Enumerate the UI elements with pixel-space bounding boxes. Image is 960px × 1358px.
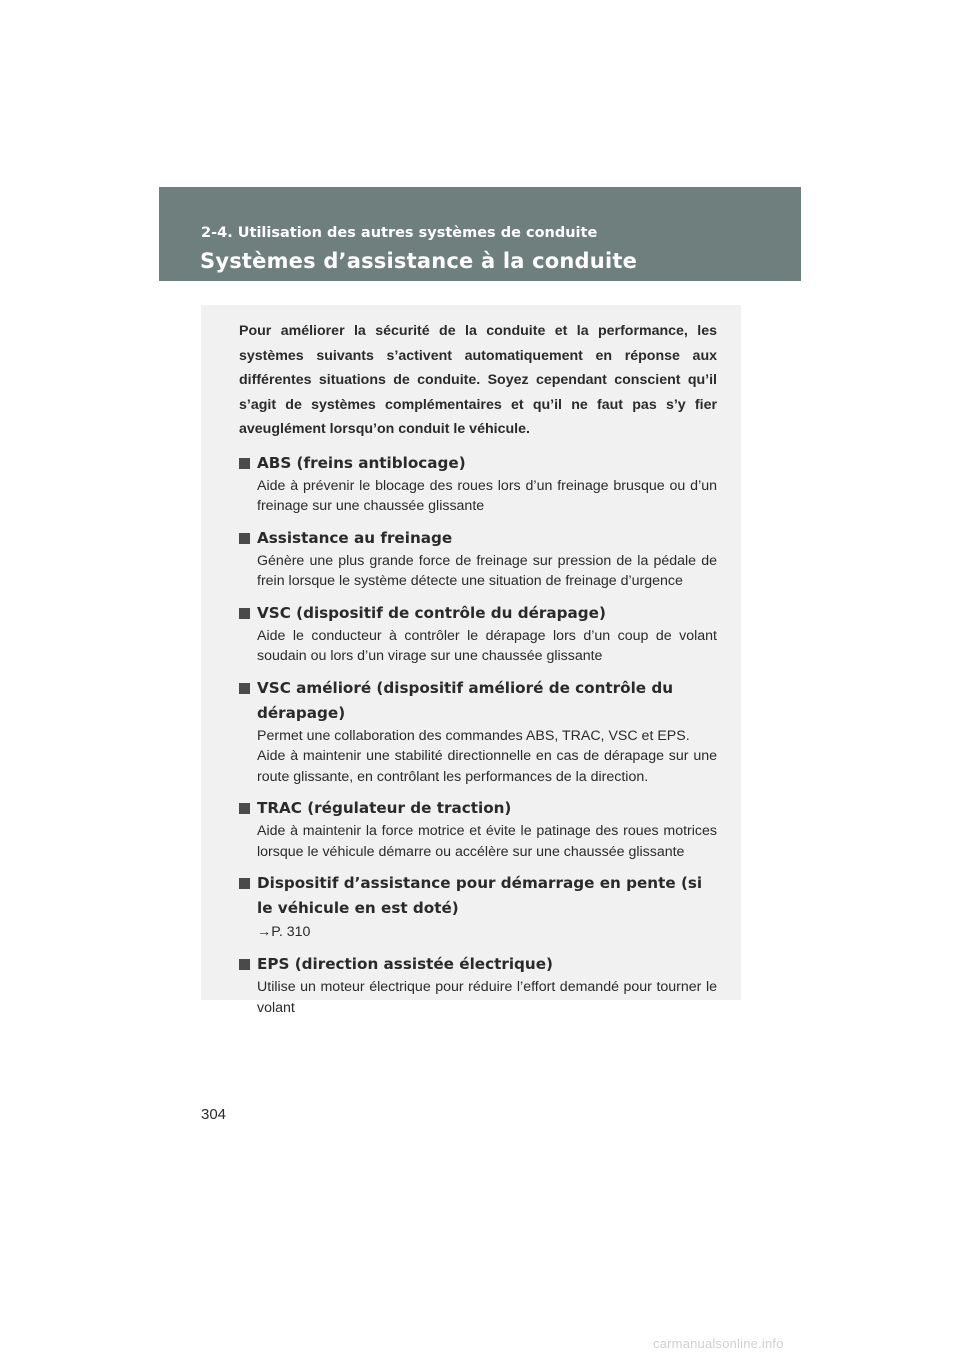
item-description-line: Aide à maintenir une stabilité directionnelle en cas de dérapage sur une route glissante, en contrôlant les performances de la direction. xyxy=(257,748,717,785)
item-heading: Assistance au freinage xyxy=(257,528,453,547)
page-number: 304 xyxy=(201,1106,227,1123)
item-heading: VSC amélioré (dispositif amélioré de contrôle du dérapage) xyxy=(257,678,674,722)
item-heading: TRAC (régulateur de traction) xyxy=(257,799,512,817)
section-header-band xyxy=(159,187,801,281)
content-panel xyxy=(201,305,741,1016)
item-abs xyxy=(239,451,717,517)
page-title: Systèmes d’assistance à la conduite xyxy=(200,249,638,273)
item-description xyxy=(239,726,717,788)
item-heading: VSC (dispositif de contrôle du dérapage) xyxy=(257,603,606,622)
square-bullet-icon xyxy=(239,683,250,694)
item-vsc xyxy=(239,601,717,667)
item-enhanced-vsc xyxy=(239,676,717,788)
item-brake-assist xyxy=(239,526,717,592)
item-hill-start-assist xyxy=(239,871,717,943)
item-description: Aide à prévenir le blocage des roues lors d’un freinage brusque ou d’un freinage sur une chaussée glissante xyxy=(257,477,717,514)
square-bullet-icon xyxy=(239,803,250,814)
item-description: Génère une plus grande force de freinage sur pression de la pédale de frein lorsque le système détecte une situation de freinage d’urgence xyxy=(257,552,717,589)
square-bullet-icon xyxy=(239,959,250,970)
item-eps xyxy=(239,952,717,1018)
square-bullet-icon xyxy=(239,533,250,544)
item-description: Aide le conducteur à contrôler le dérapage lors d’un coup de volant soudain ou lors d’un virage sur une chaussée glissante xyxy=(257,627,717,664)
item-heading: ABS (freins antiblocage) xyxy=(257,453,466,472)
item-description-line: Permet une collaboration des commandes ABS, TRAC, VSC et EPS. xyxy=(257,727,690,744)
square-bullet-icon xyxy=(239,608,250,619)
square-bullet-icon xyxy=(239,878,250,889)
section-label: 2-4. Utilisation des autres systèmes de conduite xyxy=(201,225,598,241)
item-description: Utilise un moteur électrique pour réduire l’effort demandé pour tourner le volant xyxy=(257,979,717,1016)
square-bullet-icon xyxy=(239,458,250,469)
item-heading: Dispositif d’assistance pour démarrage en pente (si le véhicule en est doté) xyxy=(257,874,703,917)
item-description: Aide à maintenir la force motrice et évite le patinage des roues motrices lorsque le véhicule démarre ou accélère sur une chaussée glissante xyxy=(257,823,717,860)
intro-paragraph: Pour améliorer la sécurité de la conduite et la performance, les systèmes suivants s’activent automatiquement en réponse aux différentes situations de conduite. Soyez cependant conscient qu’il s’agit de systèmes complémentaires et qu’il ne faut pas s’y fier aveuglément lorsqu’on conduit le véhicule. xyxy=(239,323,717,437)
item-heading: EPS (direction assistée électrique) xyxy=(257,955,553,973)
item-trac xyxy=(239,796,717,862)
page-reference-link[interactable]: →P. 310 xyxy=(257,924,311,940)
watermark-text: carmanualsonline.info xyxy=(653,1336,784,1351)
